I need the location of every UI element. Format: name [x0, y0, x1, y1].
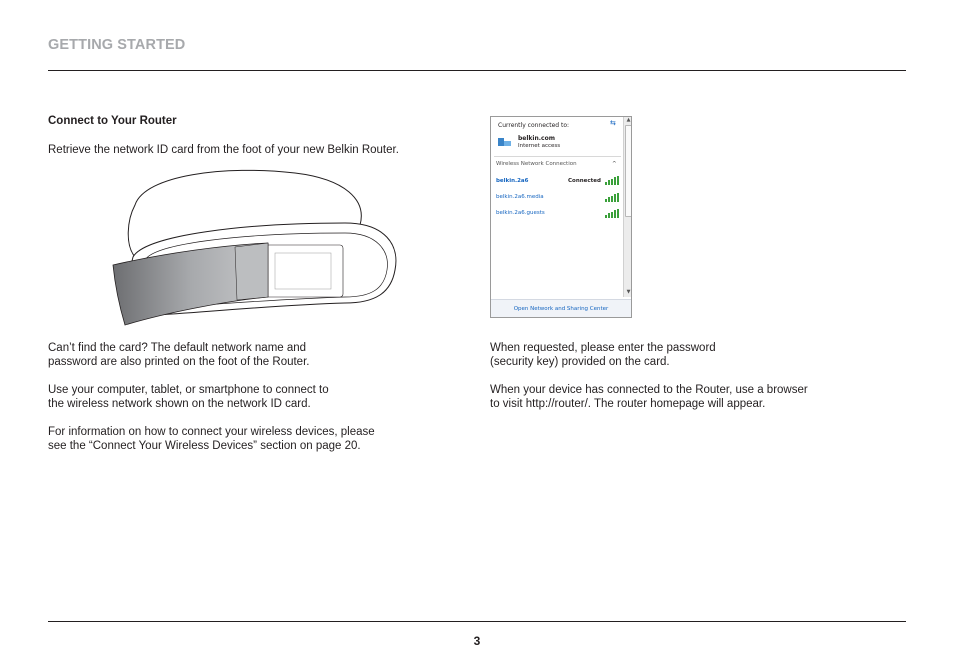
scroll-up-icon[interactable]: ▲: [626, 117, 631, 123]
section-title: GETTING STARTED: [48, 37, 186, 53]
section-label: Wireless Network Connection: [496, 161, 577, 167]
network-icon: [498, 136, 512, 148]
more-info-text: For information on how to connect your wireless devices, please see the “Connect Your Wireless Devices” section on page 20.: [48, 426, 375, 452]
router-illustration: [105, 165, 405, 330]
intro-text: Retrieve the network ID card from the foot of your new Belkin Router.: [48, 144, 399, 156]
footer-rule: [48, 621, 906, 622]
cant-find-text: Can’t find the card? The default network name and password are also printed on the foot of the Router.: [48, 342, 310, 368]
network-item-status: Connected: [568, 178, 601, 184]
network-item-name[interactable]: belkin.2a6.guests: [496, 210, 545, 216]
scroll-down-icon[interactable]: ▼: [626, 289, 631, 295]
divider: [494, 156, 621, 157]
signal-strength-icon: [605, 209, 619, 218]
page-number: 3: [473, 634, 481, 648]
network-item-name[interactable]: belkin.2a6.media: [496, 194, 544, 200]
scrollbar-thumb[interactable]: [625, 125, 632, 217]
section-heading: Connect to Your Router: [48, 115, 177, 127]
signal-strength-icon: [605, 176, 619, 185]
network-item-name[interactable]: belkin.2a6: [496, 178, 529, 184]
browser-text: When your device has connected to the Router, use a browser to visit http://router/. The router homepage will appear.: [490, 384, 808, 410]
refresh-icon[interactable]: ⇆: [610, 119, 616, 127]
scrollbar[interactable]: [623, 117, 632, 297]
wifi-connection-panel: [490, 116, 632, 318]
password-text: When requested, please enter the password (security key) provided on the card.: [490, 342, 716, 368]
currently-connected-label: Currently connected to:: [498, 122, 570, 129]
connected-network-name: belkin.com: [518, 135, 555, 142]
header-rule: [48, 70, 906, 71]
network-sharing-center-link[interactable]: Open Network and Sharing Center: [513, 306, 609, 312]
connect-device-text: Use your computer, tablet, or smartphone to connect to the wireless network shown on the network ID card.: [48, 384, 329, 410]
signal-strength-icon: [605, 193, 619, 202]
collapse-icon[interactable]: ^: [612, 161, 617, 167]
connected-network-status: Internet access: [518, 143, 561, 149]
